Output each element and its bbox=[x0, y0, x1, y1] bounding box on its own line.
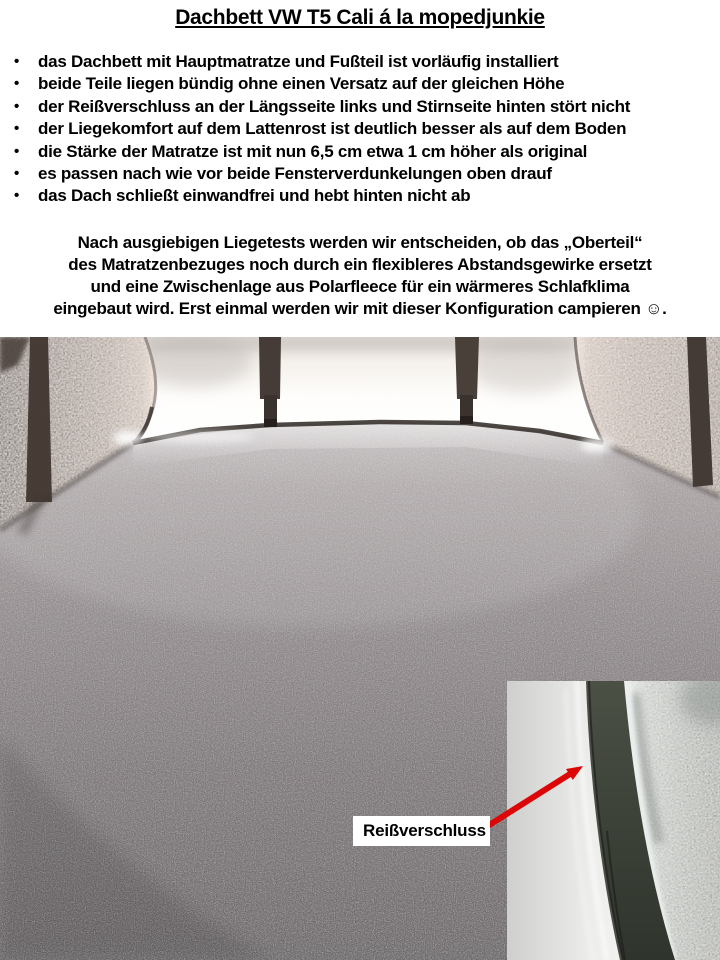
bullet-item bbox=[0, 73, 720, 95]
bullet-icon: • bbox=[14, 142, 20, 160]
zipper-label: Reißverschluss bbox=[353, 816, 490, 846]
bullet-icon: • bbox=[14, 165, 20, 183]
bullet-icon: • bbox=[14, 187, 20, 205]
zipper-closeup-photo bbox=[507, 681, 720, 960]
bullet-list bbox=[0, 51, 720, 208]
tent-strap-hanging-2 bbox=[455, 337, 479, 399]
bullet-item bbox=[0, 185, 720, 207]
bullet-text: der Reißverschluss an der Längsseite links und Stirnseite hinten stört nicht bbox=[38, 96, 631, 116]
bullet-text: das Dach schließt einwandfrei und hebt hinten nicht ab bbox=[38, 186, 471, 206]
bullet-item bbox=[0, 163, 720, 185]
summary-line: Nach ausgiebigen Liegetests werden wir entscheiden, ob das „Oberteil“ bbox=[77, 233, 643, 252]
rooftop-bed-photo bbox=[0, 337, 720, 960]
tent-strap-left-wall bbox=[26, 337, 52, 502]
summary-paragraph bbox=[0, 232, 720, 320]
bullet-icon: • bbox=[14, 120, 20, 138]
bullet-item bbox=[0, 141, 720, 163]
tent-strap-hanging-1 bbox=[259, 337, 281, 399]
bullet-item bbox=[0, 118, 720, 140]
bullet-text: es passen nach wie vor beide Fensterverdunkelungen oben drauf bbox=[38, 164, 552, 184]
page-title: Dachbett VW T5 Cali á la mopedjunkie bbox=[175, 6, 545, 29]
bullet-item bbox=[0, 96, 720, 118]
bullet-icon: • bbox=[14, 75, 20, 93]
summary-line: des Matratzenbezuges noch durch ein flexibleres Abstandsgewirke ersetzt bbox=[68, 255, 652, 274]
bullet-icon: • bbox=[14, 53, 20, 70]
summary-line: eingebaut wird. Erst einmal werden wir mit dieser Konfiguration campieren ☺. bbox=[53, 299, 667, 318]
summary-line: und eine Zwischenlage aus Polarfleece für ein wärmeres Schlafklima bbox=[90, 277, 630, 296]
bullet-text: beide Teile liegen bündig ohne einen Versatz auf der gleichen Höhe bbox=[38, 74, 565, 94]
bullet-text: die Stärke der Matratze ist mit nun 6,5 cm etwa 1 cm höher als original bbox=[38, 141, 588, 161]
bullet-text: das Dachbett mit Hauptmatratze und Fußteil ist vorläufig installiert bbox=[38, 52, 559, 71]
bullet-item bbox=[0, 51, 720, 73]
bullet-icon: • bbox=[14, 97, 20, 115]
bullet-text: der Liegekomfort auf dem Lattenrost ist deutlich besser als auf dem Boden bbox=[38, 119, 627, 139]
